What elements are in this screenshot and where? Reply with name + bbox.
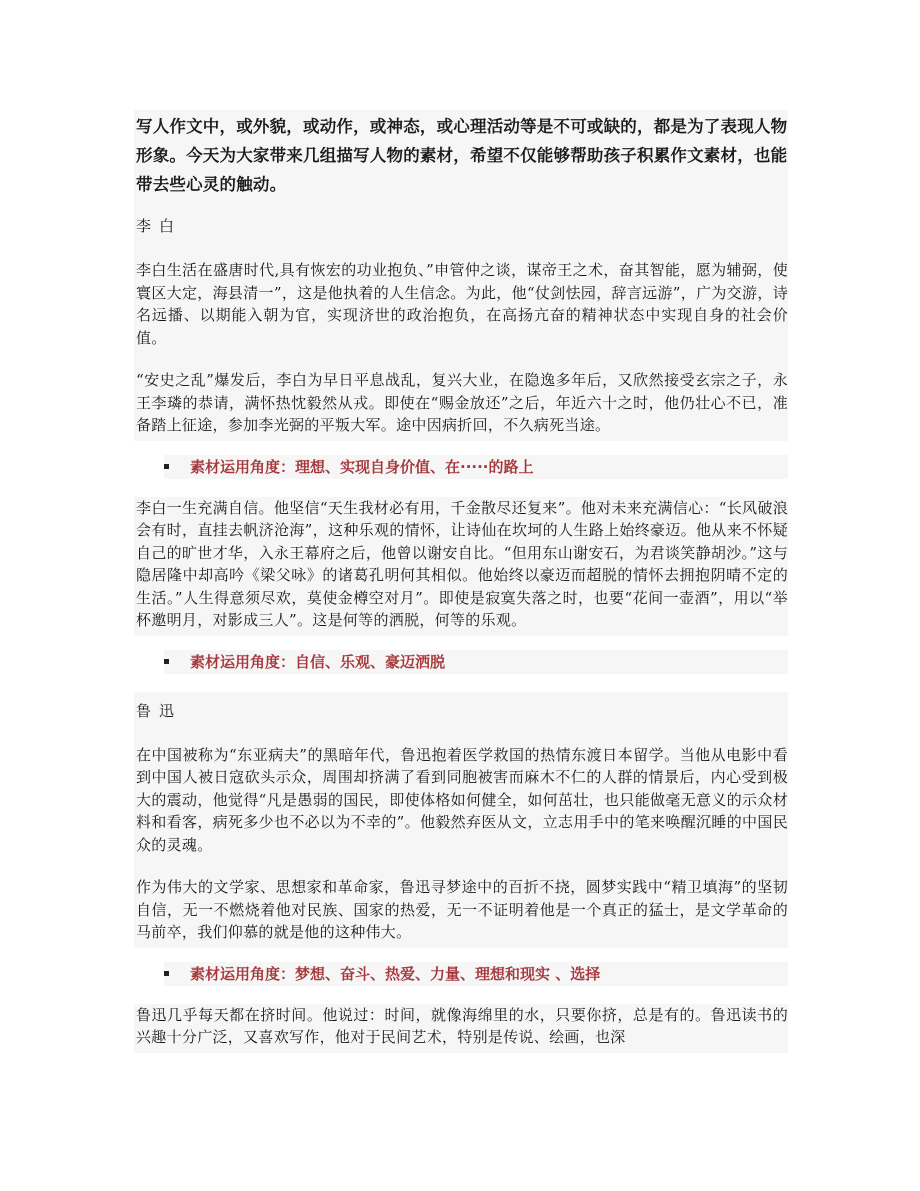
article-body (134, 110, 788, 1053)
section-title-luxun: 鲁迅 (134, 692, 788, 744)
material-angle-text: 素材运用角度：自信、乐观、豪迈洒脱 (190, 652, 446, 671)
material-angle-text: 素材运用角度：梦想、奋斗、热爱、力量、理想和现实 、选择 (190, 964, 601, 983)
square-bullet-icon (164, 971, 169, 976)
material-angle (164, 962, 788, 986)
material-angle-text: 素材运用角度：理想、实现自身价值、在·····的路上 (190, 457, 534, 476)
paragraph: “安史之乱”爆发后，李白为早日平息战乱，复兴大业，在隐逸多年后，又欣然接受玄宗之子，永王李璘的恭请，满怀热忱毅然从戎。即使在“赐金放还”之后，年近六十之时，他仍壮心不已，准备踏上征途，参加李光弼的平叛大军。途中因病折回，不久病死当途。 (134, 369, 788, 441)
square-bullet-icon (164, 659, 169, 664)
section-title-libai: 李白 (134, 207, 788, 259)
square-bullet-icon (164, 464, 169, 469)
paragraph: 鲁迅几乎每天都在挤时间。他说过：时间，就像海绵里的水，只要你挤，总是有的。鲁迅读书的兴趣十分广泛，又喜欢写作，他对于民间艺术，特别是传说、绘画，也深 (134, 1004, 788, 1053)
paragraph: 在中国被称为“东亚病夫”的黑暗年代，鲁迅抱着医学救国的热情东渡日本留学。当他从电影中看到中国人被日寇砍头示众，周围却挤满了看到同胞被害而麻木不仁的人群的情景后，内心受到极大的震动，他觉得“凡是愚弱的国民，即使体格如何健全，如何茁壮，也只能做毫无意义的示众材料和看客，病死多少也不必以为不幸的”。他毅然弃医从文，立志用手中的笔来唤醒沉睡的中国民众的灵魂。 (134, 744, 788, 877)
paragraph: 作为伟大的文学家、思想家和革命家，鲁迅寻梦途中的百折不挠，圆梦实践中“精卫填海”的坚韧自信，无一不燃烧着他对民族、国家的热爱，无一不证明着他是一个真正的猛士，是文学革命的马前卒，我们仰慕的就是他的这种伟大。 (134, 876, 788, 948)
paragraph: 李白生活在盛唐时代,具有恢宏的功业抱负、”申管仲之谈，谋帝王之术，奋其智能，愿为辅弼，使寰区大定，海县清一”，这是他执着的人生信念。为此，他“仗剑怯园，辞言远游”，广为交游，诗名远播、以期能入朝为官，实现济世的政治抱负，在高扬亢奋的精神状态中实现自身的社会价值。 (134, 259, 788, 369)
material-angle (164, 455, 788, 479)
material-angle (164, 650, 788, 674)
paragraph: 李白一生充满自信。他坚信“天生我材必有用，千金散尽还复来”。他对未来充满信心：“长风破浪会有时，直挂去帆济沧海”，这种乐观的情怀，让诗仙在坎坷的人生路上始终豪迈。他从来不怀疑自己的旷世才华，入永王幕府之后，他曾以谢安自比。“但用东山谢安石，为君谈笑静胡沙。”这与隐居隆中却高吟《梁父咏》的诸葛孔明何其相似。他始终以豪迈而超脱的情怀去拥抱阴晴不定的生活。”人生得意须尽欢，莫使金樽空对月”。即使是寂寞失落之时，也要“花间一壶酒”，用以“举杯邀明月，对影成三人”。这是何等的洒脱，何等的乐观。 (134, 497, 788, 636)
intro-paragraph: 写人作文中，或外貌，或动作，或神态，或心理活动等是不可或缺的，都是为了表现人物形象。今天为大家带来几组描写人物的素材，希望不仅能够帮助孩子积累作文素材，也能带去些心灵的触动。 (134, 110, 788, 207)
